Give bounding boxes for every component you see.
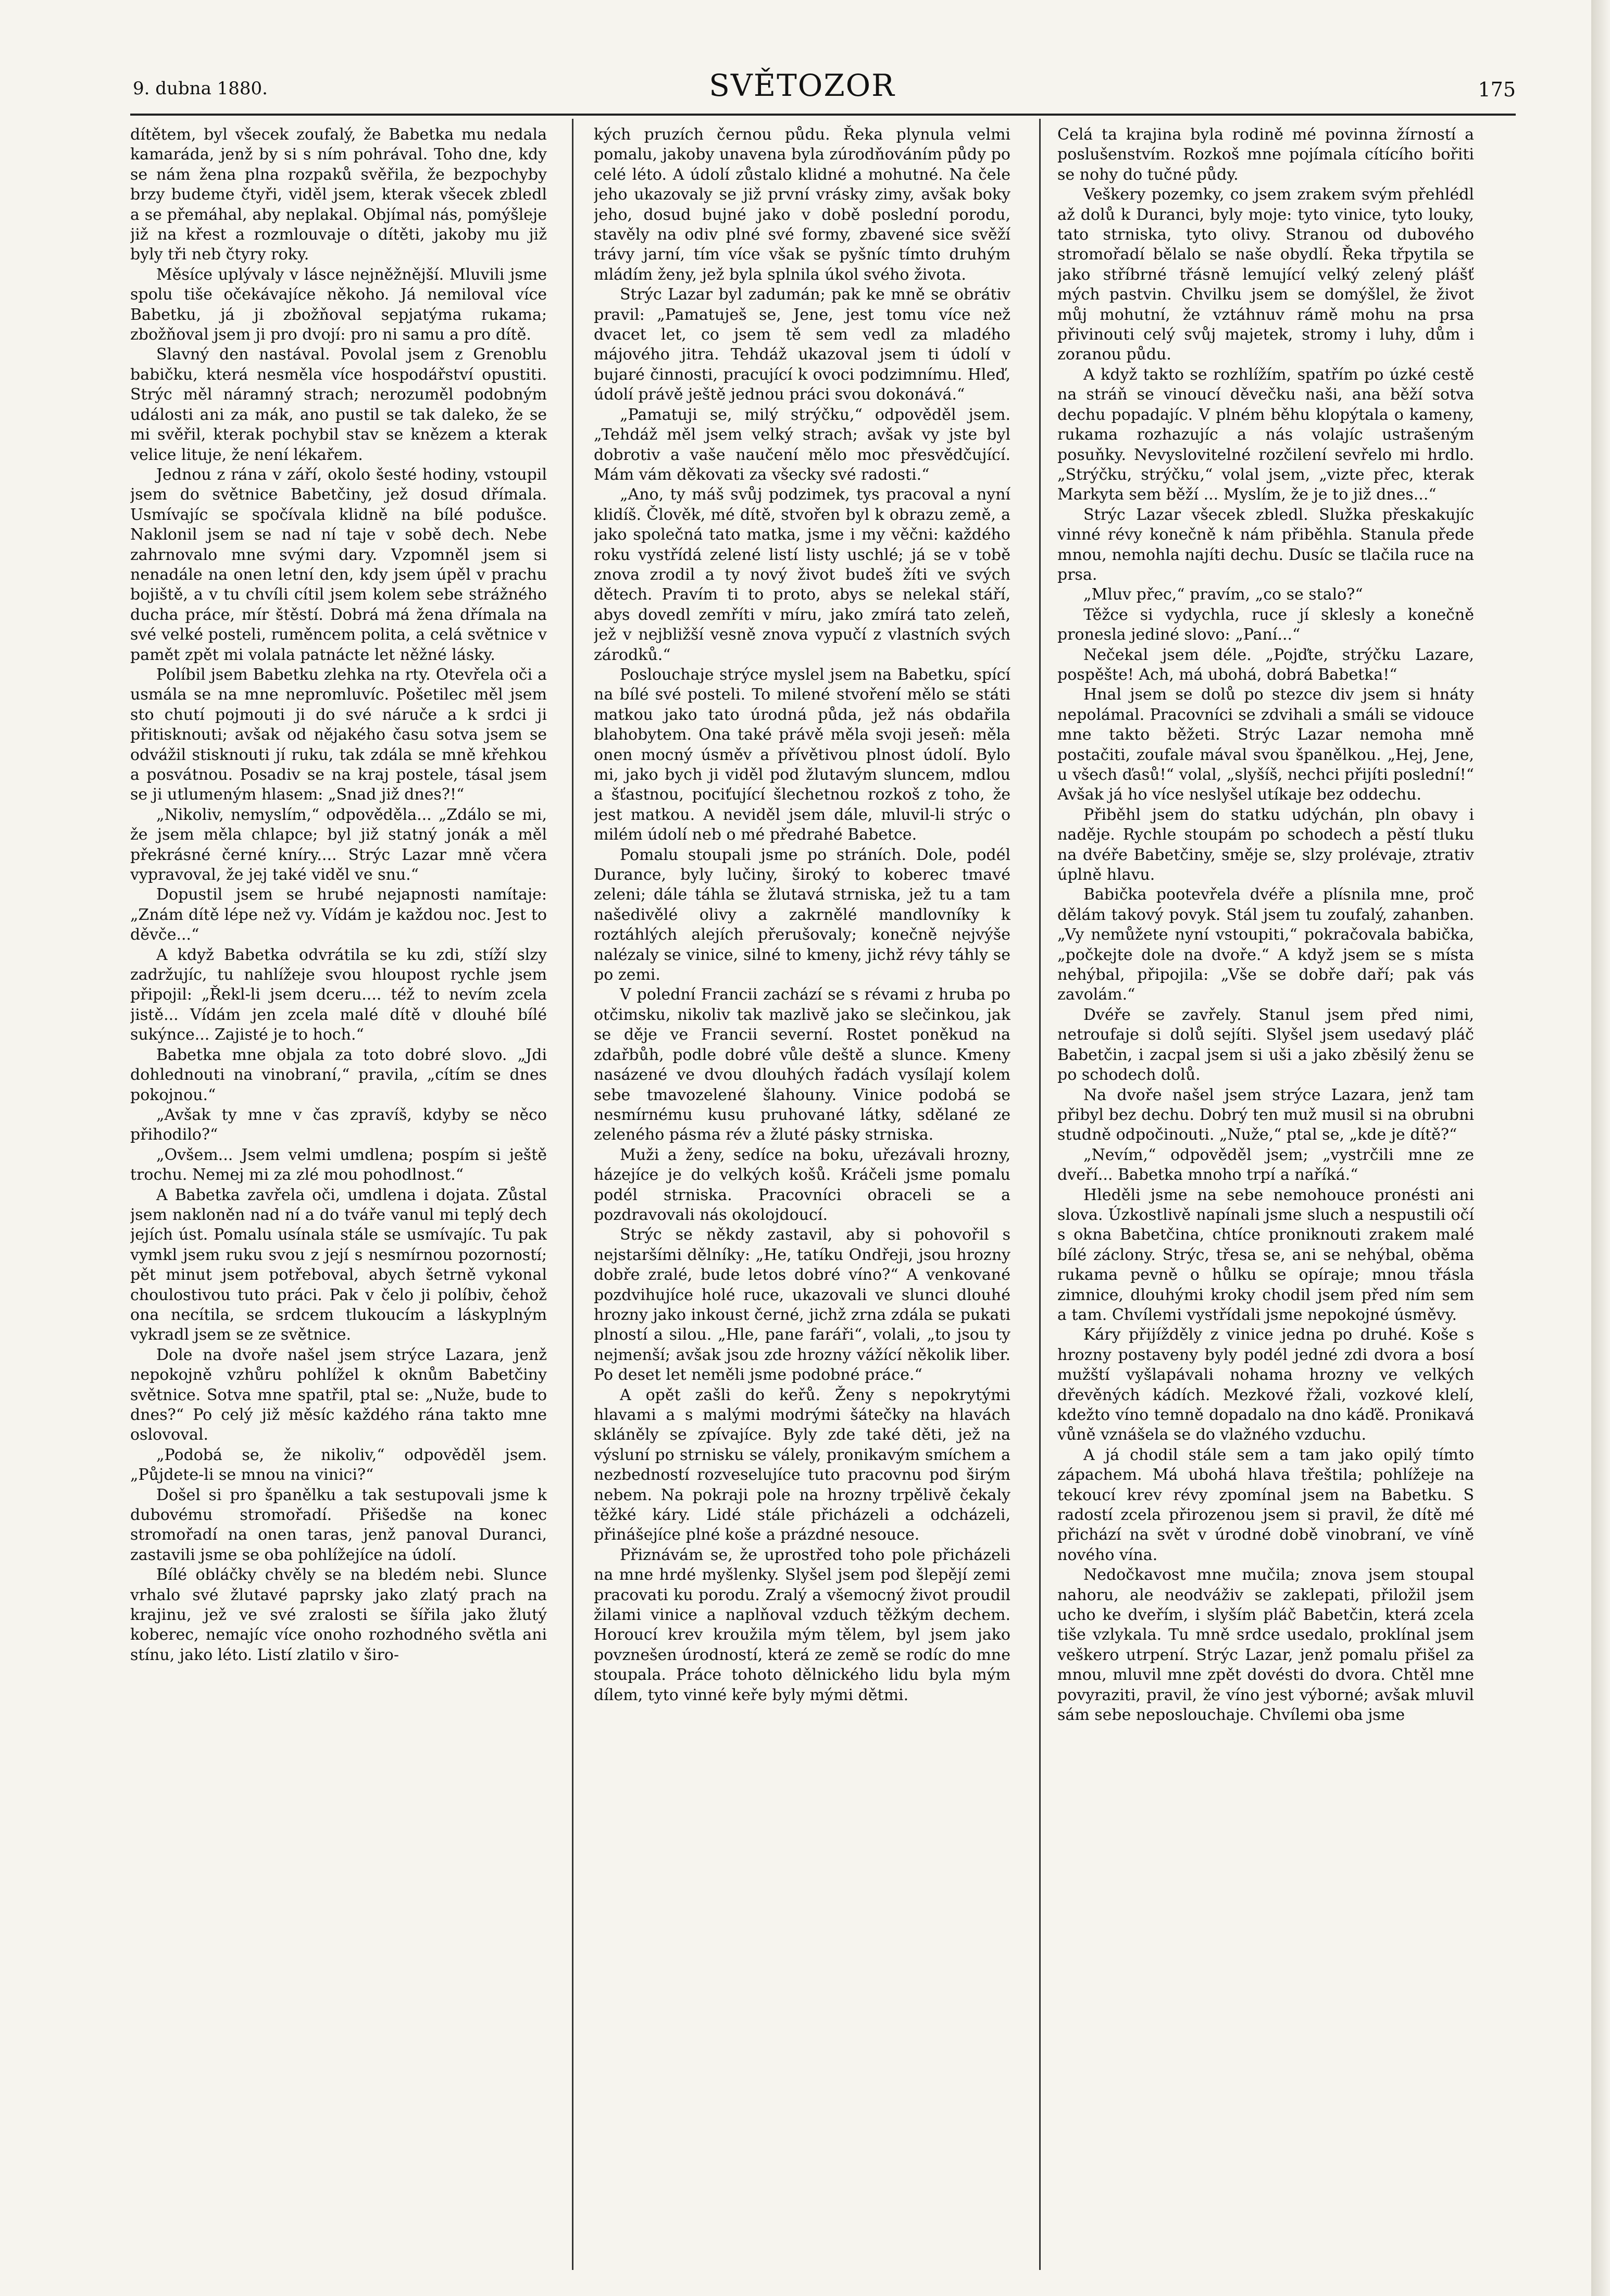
- paragraph: Došel si pro španělku a tak sestupovali jsme k dubovému stromořadí. Přišedše na konec stromořadí na onen taras, jenž panoval Duranci, zastavili jsme se oba pohlížejíce na údolí.: [130, 1486, 547, 1564]
- paragraph: Přiznávám se, že uprostřed toho pole přicházeli na mne hrdé myšlenky. Slyšel jsem pod šlepějí zemi pracovati ku porodu. Zralý a všemocný život proudil žilami vinice a naplňoval vzduch těžkým dechem. Horoucí krev kroužila mým tělem, byl jsem jako povznešen úrodností, která ze země se rodíc do mne stoupala. Práce tohoto dělnického lidu byla mým dílem, tyto vinné keře byly mými dětmi.: [594, 1545, 1010, 1704]
- paragraph: A já chodil stále sem a tam jako opilý tímto zápachem. Má ubohá hlava třeštila; pohlížeje na tekoucí krev révy zpomínal jsem na Babetku. S radostí zcela přirozenou jsem si pravil, že dítě mé přichází na svět v úrodné době vinobraní, ve víně nového vína.: [1057, 1445, 1474, 1564]
- column-divider: [1039, 119, 1041, 2270]
- paragraph: „Nikoliv, nemyslím,“ odpověděla... „Zdálo se mi, že jsem měla chlapce; byl již statný jonák a měl překrásné černé kníry.... Strýc Lazar mně včera vypravoval, že jej také viděl ve snu.“: [130, 805, 547, 884]
- paragraph: Nečekal jsem déle. „Pojďte, strýčku Lazare, pospěšte! Ach, má ubohá, dobrá Babetka!“: [1057, 645, 1474, 684]
- paragraph: Jednou z rána v září, okolo šesté hodiny, vstoupil jsem do světnice Babetčiny, jež dosud dřímala. Usmívajíc se spočívala klidně na bílé podušce. Naklonil jsem se nad ní taje v sobě dech. Nebe zahrnovalo mne svými dary. Vzpomněl jsem si nenadále na onen letní den, kdy jsem úpěl v prachu bojiště, a v tu chvíli cítil jsem kolem sebe strážného ducha práce, mír štěstí. Dobrá má žena dřímala na své velké posteli, ruměncem polita, a celá světnice v pamět zpět mi volala patnácte let něžné lásky.: [130, 465, 547, 664]
- paragraph: Babetka mne objala za toto dobré slovo. „Jdi dohlednouti na vinobraní,“ pravila, „cítím se dnes pokojnou.“: [130, 1045, 547, 1104]
- paragraph: Strýc se někdy zastavil, aby si pohovořil s nejstaršími dělníky: „He, tatíku Ondřeji, jsou hrozny dobře zralé, bude letos dobré víno?“ A venkované pozdvihujíce holé ruce, ukazovali ve slunci dlouhé hrozny jako inkoust černé, jichž zrna zdála se pukati plností a silou. „Hle, pane faráři“, volali, „to jsou ty nejmenší; avšak jsou zde hrozny vážící několik liber. Po deset let neměli jsme podobné práce.“: [594, 1226, 1010, 1384]
- page-header: [89, 63, 1516, 109]
- paragraph: Strýc Lazar všecek zbledl. Služka přeskakujíc vinné révy konečně k nám přiběhla. Stanula přede mnou, nemohla najíti dechu. Dusíc se tlačila ruce na prsa.: [1057, 505, 1474, 584]
- header-rule: [130, 114, 1516, 116]
- paragraph: Káry přijížděly z vinice jedna po druhé. Koše s hrozny postaveny byly podél jedné zdi dvora a bosí mužští vyšlapávali nohama hrozny ve velkých dřevěných kádích. Mezkové řžali, vozkové klelí, kdežto víno temně dopadalo na dno káďě. Pronikavá vůně vznášela se do vlažného vzduchu.: [1057, 1326, 1474, 1444]
- paragraph: Pomalu stoupali jsme po stráních. Dole, podél Durance, byly lučiny, široký to koberec tmavé zeleni; dále táhla se žlutavá strniska, jež tu a tam našedivělé olivy a zakrnělé mandlovníky k roztáhlých alejích přerušovaly; konečně nejvýše nalézaly se vinice, silné to kmeny, jichž révy táhly se po zemi.: [594, 845, 1010, 984]
- paragraph: Dvéře se zavřely. Stanul jsem před nimi, netroufaje si dolů sejíti. Slyšel jsem usedavý pláč Babetčin, i zacpal jsem si uši a jako zběsilý ženu se po schodech dolů.: [1057, 1005, 1474, 1084]
- page-number: 175: [1478, 78, 1516, 101]
- paragraph: V polední Francii zachází se s révami z hruba po otčimsku, nikoliv tak mazlivě jako se slečinkou, jak se děje ve Francii severní. Rostet poněkud na zdařbůh, podle dobré vůle deště a slunce. Kmeny nasázené ve dvou dlouhých řadách vysílají kolem sebe tmavozelené šlahouny. Vinice podobá se nesmírnému kusu pruhované látky, sdělané ze zeleného pásma rév a žluté pásky strniska.: [594, 985, 1010, 1144]
- paragraph: A Babetka zavřela oči, umdlena i dojata. Zůstal jsem nakloněn nad ní a do tváře vanul mi teplý dech jejích úst. Pomalu usínala stále se usmívajíc. Tu pak vymkl jsem ruku svou z její s nesmírnou pozorností; pět minut jsem potřeboval, abych šetrně vykonal choulostivou tuto práci. Pak v čelo ji políbiv, čehož ona necítila, se srdcem tlukoucím a láskyplným vykradl jsem se ze světnice.: [130, 1186, 547, 1344]
- paragraph: Poslouchaje strýce myslel jsem na Babetku, spící na bílé své posteli. To milené stvoření mělo se státi matkou jako tato úrodná půda, jež nás obdařila blahobytem. Ona také právě měla svoji jeseň: měla onen mocný úsměv a přívětivou plnost údolí. Bylo mi, jako bych ji viděl pod žlutavým sluncem, mdlou a šťastnou, pociťující šlechetnou rozkoš z toho, že jest matkou. A neviděl jsem dále, mluvil-li strýc o milém údolí neb o mé předrahé Babetce.: [594, 665, 1010, 844]
- paragraph: Babička pootevřela dvéře a plísnila mne, proč dělám takový povyk. Stál jsem tu zoufalý, zahanben. „Vy nemůžete nyní vstoupiti,“ pokračovala babička, „počkejte dole na dvoře.“ A když jsem se s místa nehýbal, připojila: „Vše se dobře daří; pak vás zavolám.“: [1057, 885, 1474, 1004]
- paragraph: Hnal jsem se dolů po stezce div jsem si hnáty nepolámal. Pracovníci se zdvihali a smáli se vidouce mne takto běžeti. Strýc Lazar nemoha mně postačiti, zoufale mával svou španělkou. „Hej, Jene, u všech ďasů!“ volal, „slyšíš, nechci přijíti poslední!“ Avšak já ho více neslyšel utíkaje bez oddechu.: [1057, 685, 1474, 804]
- paragraph: Celá ta krajina byla rodině mé povinna žírností a poslušenstvím. Rozkoš mne pojímala cítícího bořiti se nohy do tučné půdy.: [1057, 126, 1474, 184]
- paragraph: Strýc Lazar byl zadumán; pak ke mně se obrátiv pravil: „Pamatuješ se, Jene, jest tomu více než dvacet let, co jsem tě sem vedl za mladého májového jitra. Tehdáž ukazoval jsem ti údolí v bujaré činnosti, pracující k ovoci podzimnímu. Hleď, údolí právě ještě jednou práci svou dokonává.“: [594, 285, 1010, 404]
- paragraph: „Pamatuji se, milý strýčku,“ odpověděl jsem. „Tehdáž měl jsem velký strach; avšak vy jste byl dobrotiv a vaše naučení mělo moc přesvědčující. Mám vám děkovati za všecky své radosti.“: [594, 405, 1010, 484]
- paragraph: Na dvoře našel jsem strýce Lazara, jenž tam přibyl bez dechu. Dobrý ten muž musil si na obrubni studně odpočinouti. „Nuže,“ ptal se, „kde je dítě?“: [1057, 1085, 1474, 1144]
- column-divider: [572, 119, 573, 2270]
- text-column-right: [1057, 125, 1474, 2276]
- paragraph: A opět zašli do keřů. Ženy s nepokrytými hlavami a s malými modrými šátečky na hlavách skláněly se zpívajíce. Byly zde také děti, jež na výsluní po strnisku se válely, pronikavým smíchem a nezbedností rozveselujíce tuto pracovnu pod širým nebem. Na pokraji pole na hrozny trpělivě čekaly těžké káry. Lidé stále přicházeli a odcházeli, přinášejíce plné koše a prázdné nesouce.: [594, 1386, 1010, 1544]
- paragraph: „Mluv přec,“ pravím, „co se stalo?“: [1083, 585, 1363, 604]
- paragraph: Hleděli jsme na sebe nemohouce pronésti ani slova. Úzkostlivě napínali jsme sluch a nespustili očí s okna Babetčina, chtíce proniknouti zrakem malé bílé záclony. Strýc, třesa se, ani se nehýbal, oběma rukama pevně o hůlku se opíraje; mnou třásla zimnice, dlouhými kroky chodil jsem před ním sem a tam. Chvílemi vystřídali jsme nepokojné úsměvy.: [1057, 1186, 1474, 1324]
- paragraph: A když Babetka odvrátila se ku zdi, stíží slzy zadržujíc, tu nahlížeje svou hloupost rychle jsem připojil: „Řekl-li jsem dceru.... též to nevím zcela jistě... Vídám jen zcela malé dítě v dlouhé bílé sukýnce... Zajisté je to hoch.“: [130, 945, 547, 1044]
- page-binding-shadow: [1591, 0, 1610, 2296]
- paragraph: Bílé obláčky chvěly se na bledém nebi. Slunce vrhalo své žlutavé paprsky jako zlatý prach na krajinu, jež ve své zralosti se šířila jako žlutý koberec, nemajíc více onoho rozhodného světla ani stínu, jako léto. Listí zlatilo v širo-: [130, 1566, 547, 1664]
- paragraph: „Ovšem... Jsem velmi umdlena; pospím si ještě trochu. Nemej mi za zlé mou pohodlnost.“: [130, 1145, 547, 1184]
- paragraph: Těžce si vydychla, ruce jí sklesly a konečně pronesla jediné slovo: „Paní...“: [1057, 605, 1474, 644]
- paragraph: A když takto se rozhlížím, spatřím po úzké cestě na stráň se vinoucí děvečku naši, ana běží sotva dechu popadajíc. V plném běhu klopýtala o kameny, rukama rozhazujíc a nás volajíc ustrašeným posuňky. Nevyslovitelné rozčilení sevřelo mi hrdlo. „Strýčku, strýčku,“ volal jsem, „vizte přec, kterak Markyta sem běží ... Myslím, že je to již dnes...“: [1057, 365, 1474, 504]
- paragraph: Měsíce uplývaly v lásce nejněžnější. Mluvili jsme spolu tiše očekávajíce někoho. Já nemiloval více Babetku, já ji zbožňoval sepjatýma rukama; zbožňoval jsem ji pro dvojí: pro ni samu a pro dítě.: [130, 265, 547, 344]
- paragraph: dítětem, byl všecek zoufalý, že Babetka mu nedala kamaráda, jenž by si s ním pohrával. Toho dne, kdy se nám žena plna rozpaků svěřila, že bezpochyby brzy budeme čtyři, viděl jsem, kterak všecek zbledl a se přemáhal, aby neplakal. Objímal nás, pomýšleje již na křest a rozmlouvaje o dítěti, jakoby mu již byly tři neb čtyry roky.: [130, 126, 547, 264]
- paragraph: Dopustil jsem se hrubé nejapnosti namítaje: „Znám dítě lépe než vy. Vídám je každou noc. Jest to děvče...“: [130, 885, 547, 944]
- paragraph: „Nevím,“ odpověděl jsem; „vystrčili mne ze dveří... Babetka mnoho trpí a naříká.“: [1057, 1145, 1474, 1184]
- paragraph: „Ano, ty máš svůj podzimek, tys pracoval a nyní klidíš. Člověk, mé dítě, stvořen byl k obrazu země, a jako společná tato matka, jsme i my věčni: každého roku vystřídá zelené listí listy uschlé; já se v tobě znova zrodil a ty nový život budeš žíti ve svých dětech. Pravím ti to proto, abys se nelekal stáří, abys dovedl zemříti v míru, jako zmírá tato zeleň, jež v nejbližší vesně znova vypučí z vlastních svých zárodků.“: [594, 485, 1010, 664]
- paragraph: Veškery pozemky, co jsem zrakem svým přehlédl až dolů k Duranci, byly moje: tyto vinice, tyto louky, tato strniska, tyto olivy. Stranou od dubového stromořadí bělalo se naše obydlí. Řeka třpytila se jako stříbrné třásně lemující velký zelený plášť mých pastvin. Chvilku jsem se domýšlel, že život můj mohutní, že vztáhnuv rámě mohu na prsa přivinouti celý svůj majetek, stromy i luhy, dům i zoranou půdu.: [1057, 185, 1474, 364]
- paragraph: Muži a ženy, sedíce na boku, uřezávali hrozny, házejíce je do velkých košů. Kráčeli jsme pomalu podél strniska. Pracovníci obraceli se a pozdravovali nás okolojdoucí.: [594, 1145, 1010, 1224]
- paragraph: „Avšak ty mne v čas zpravíš, kdyby se něco přihodilo?“: [130, 1105, 547, 1144]
- paragraph: kých pruzích černou půdu. Řeka plynula velmi pomalu, jakoby unavena byla zúrodňováním půdy po celé léto. A údolí zůstalo klidné a mohutné. Na čele jeho ukazovaly se již první vrásky zimy, avšak boky jeho, dosud bujné jako v době poslední porodu, stavěly na odiv plné své formy, zbavené sice svěží trávy jarní, tím více však se pyšníc tímto druhým mládím ženy, jež byla splnila úkol svého života.: [594, 126, 1010, 284]
- text-column-left: [130, 125, 547, 2276]
- text-column-middle: [594, 125, 1010, 2276]
- paragraph: „Podobá se, že nikoliv,“ odpověděl jsem. „Půjdete-li se mnou na vinici?“: [130, 1445, 547, 1484]
- paragraph: Slavný den nastával. Povolal jsem z Grenoblu babičku, která nesměla více hospodářství opustiti. Strýc měl náramný strach; nerozuměl podobným události ani za mák, ano pustil se tak daleko, že se mi svěřil, kterak pochybil stav se knězem a kterak velice lituje, že není lékařem.: [130, 345, 547, 464]
- paragraph: Dole na dvoře našel jsem strýce Lazara, jenž nepokojně vzhůru pohlížel k oknům Babetčiny světnice. Sotva mne spatřil, ptal se: „Nuže, bude to dnes?“ Po celý již měsíc každého rána takto mne oslovoval.: [130, 1345, 547, 1444]
- paragraph: Přiběhl jsem do statku udýchán, pln obavy i naděje. Rychle stoupám po schodech a pěstí tluku na dvéře Babetčiny, směje se, slzy prolévaje, ztrativ úplně hlavu.: [1057, 805, 1474, 884]
- paragraph: Políbil jsem Babetku zlehka na rty. Otevřela oči a usmála se na mne nepromluvíc. Pošetilec měl jsem sto chutí pojmouti ji do své náruče a k srdci ji přitisknouti; avšak od nějakého času sotva jsem se odvážil stisknouti jí ruku, tak zdála se mně křehkou a posvátnou. Posadiv se na kraj postele, tásal jsem se ji utlumeným hlasem: „Snad již dnes?!“: [130, 665, 547, 804]
- issue-date: 9. dubna 1880.: [133, 78, 268, 99]
- paragraph: Nedočkavost mne mučila; znova jsem stoupal nahoru, ale neodváživ se zaklepati, přiložil jsem ucho ke dveřím, i slyším pláč Babetčin, která zcela tiše vzlykala. Tu mně srdce usedalo, proklínal jsem veškero utrpení. Strýc Lazar, jenž pomalu přišel za mnou, mluvil mne zpět dovésti do dvora. Chtěl mne povyraziti, pravil, že víno jest výborné; avšak mluvil sám sebe neposlouchaje. Chvílemi oba jsme: [1057, 1566, 1474, 1725]
- masthead-title: SVĚTOZOR: [709, 68, 895, 103]
